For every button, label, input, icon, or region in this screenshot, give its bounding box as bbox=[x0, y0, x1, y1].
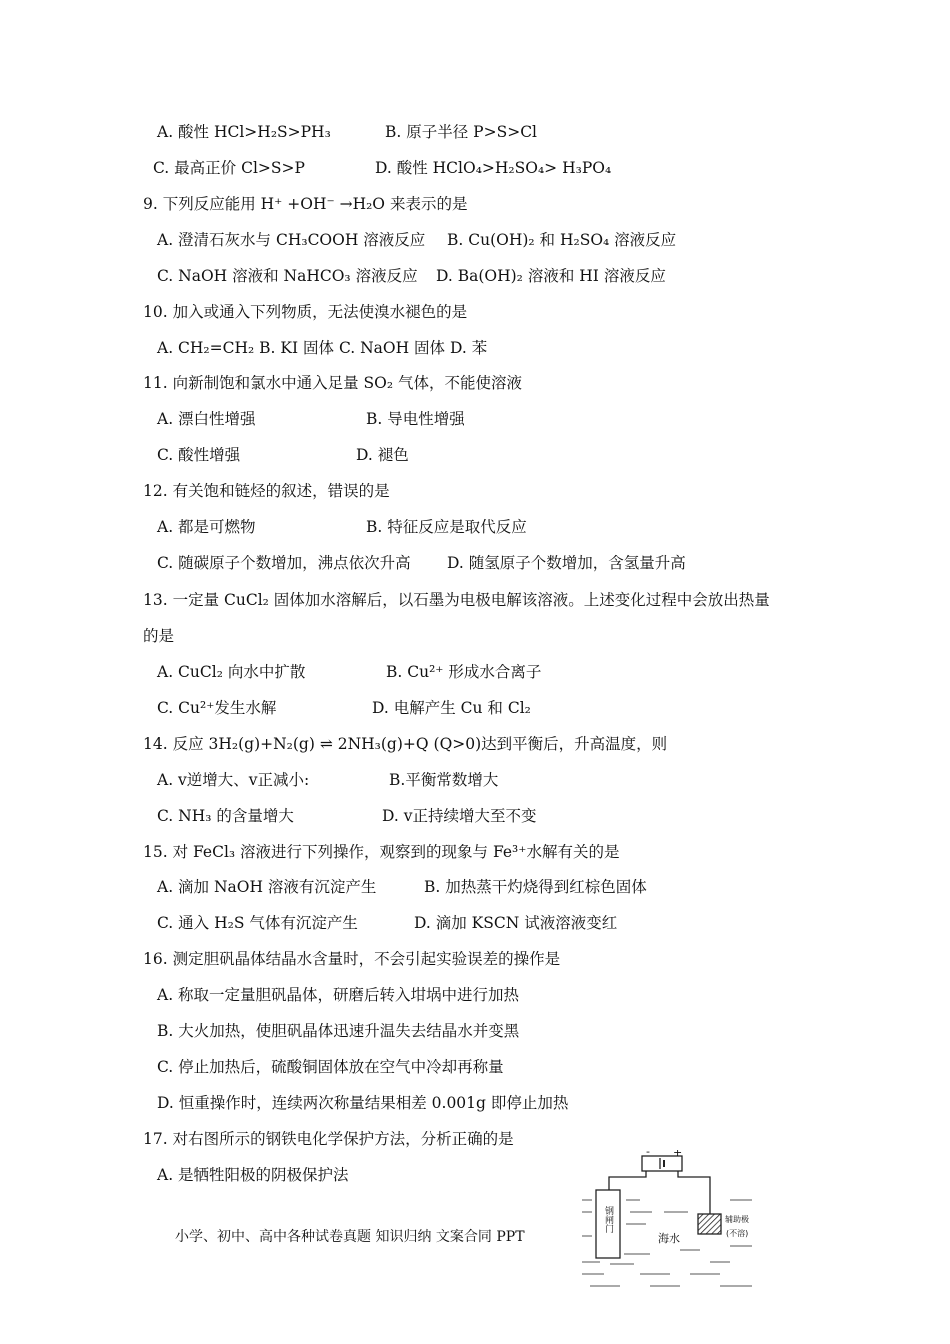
q10-stem: 10. 加入或通入下列物质，无法使溴水褪色的是 bbox=[143, 303, 468, 321]
q16-option-a: A. 称取一定量胆矾晶体，研磨后转入坩埚中进行加热 bbox=[157, 986, 520, 1004]
q9-option-d: D. Ba(OH)₂ 溶液和 HI 溶液反应 bbox=[436, 267, 666, 285]
q9-option-c: C. NaOH 溶液和 NaHCO₃ 溶液反应 bbox=[157, 267, 418, 285]
q14-option-c: C. NH₃ 的含量增大 bbox=[157, 807, 294, 825]
minus-terminal: - bbox=[646, 1150, 650, 1158]
q12-option-d: D. 随氢原子个数增加，含氢量升高 bbox=[447, 554, 686, 572]
q15-option-b: B. 加热蒸干灼烧得到红棕色固体 bbox=[424, 878, 647, 896]
q13-stem: 13. 一定量 CuCl₂ 固体加水溶解后，以石墨为电极电解该溶液。上述变化过程中会放出热量 bbox=[143, 591, 770, 609]
plus-terminal: + bbox=[673, 1150, 683, 1159]
insoluble-label: (不溶) bbox=[726, 1229, 749, 1238]
q15-option-d: D. 滴加 KSCN 试液溶液变红 bbox=[414, 914, 618, 932]
q13-option-b: B. Cu²⁺ 形成水合离子 bbox=[386, 663, 542, 681]
q16-option-b: B. 大火加热，使胆矾晶体迅速升温失去结晶水并变黑 bbox=[157, 1022, 520, 1040]
q14-option-b: B.平衡常数增大 bbox=[389, 771, 499, 789]
q11-option-b: B. 导电性增强 bbox=[366, 410, 465, 428]
q15-option-a: A. 滴加 NaOH 溶液有沉淀产生 bbox=[157, 878, 377, 896]
q17-stem: 17. 对右图所示的钢铁电化学保护方法，分析正确的是 bbox=[143, 1130, 514, 1148]
q12-option-a: A. 都是可燃物 bbox=[157, 518, 256, 536]
q13-option-c: C. Cu²⁺发生水解 bbox=[157, 699, 277, 717]
q12-stem: 12. 有关饱和链烃的叙述，错误的是 bbox=[143, 482, 390, 500]
q14-option-d: D. v正持续增大至不变 bbox=[382, 807, 537, 825]
q11-option-d: D. 褪色 bbox=[356, 446, 409, 464]
q17-option-a: A. 是牺牲阳极的阴极保护法 bbox=[157, 1166, 349, 1184]
q8-option-b: B. 原子半径 P>S>Cl bbox=[385, 123, 538, 141]
q11-option-c: C. 酸性增强 bbox=[157, 446, 241, 464]
q14-option-a: A. v逆增大、v正减小: bbox=[157, 771, 310, 789]
q9-option-b: B. Cu(OH)₂ 和 H₂SO₄ 溶液反应 bbox=[447, 231, 677, 249]
q13-option-d: D. 电解产生 Cu 和 Cl₂ bbox=[372, 699, 531, 717]
q11-stem: 11. 向新制饱和氯水中通入足量 SO₂ 气体，不能使溶液 bbox=[143, 374, 522, 392]
gate-label: 钢闸门 bbox=[603, 1206, 613, 1233]
q12-option-b: B. 特征反应是取代反应 bbox=[366, 518, 527, 536]
seawater-label: 海水 bbox=[658, 1232, 680, 1245]
q16-stem: 16. 测定胆矾晶体结晶水含量时，不会引起实验误差的操作是 bbox=[143, 950, 561, 968]
q13-option-a: A. CuCl₂ 向水中扩散 bbox=[157, 663, 306, 681]
q10-options: A. CH₂=CH₂ B. KI 固体 C. NaOH 固体 D. 苯 bbox=[157, 339, 488, 357]
electrochemical-protection-diagram bbox=[580, 1150, 760, 1294]
aux-electrode-label: 辅助极 bbox=[725, 1215, 749, 1224]
q15-option-c: C. 通入 H₂S 气体有沉淀产生 bbox=[157, 914, 358, 932]
q16-option-d: D. 恒重操作时，连续两次称量结果相差 0.001g 即停止加热 bbox=[157, 1094, 569, 1112]
auxiliary-electrode bbox=[698, 1214, 721, 1234]
q9-option-a: A. 澄清石灰水与 CH₃COOH 溶液反应 bbox=[157, 231, 426, 249]
page-footer: 小学、初中、高中各种试卷真题 知识归纳 文案合同 PPT bbox=[175, 1229, 525, 1245]
q12-option-c: C. 随碳原子个数增加，沸点依次升高 bbox=[157, 554, 411, 572]
q16-option-c: C. 停止加热后，硫酸铜固体放在空气中冷却再称量 bbox=[157, 1058, 504, 1076]
q8-option-a: A. 酸性 HCl>H₂S>PH₃ bbox=[157, 123, 331, 141]
q8-option-c: C. 最高正价 Cl>S>P bbox=[153, 159, 305, 177]
q13-stem-cont: 的是 bbox=[143, 627, 175, 645]
q9-stem: 9. 下列反应能用 H⁺ +OH⁻ →H₂O 来表示的是 bbox=[143, 195, 468, 213]
q14-stem: 14. 反应 3H₂(g)+N₂(g) ⇌ 2NH₃(g)+Q (Q>0)达到平衡后，升高温度，则 bbox=[143, 735, 668, 753]
q11-option-a: A. 漂白性增强 bbox=[157, 410, 256, 428]
q15-stem: 15. 对 FeCl₃ 溶液进行下列操作，观察到的现象与 Fe³⁺水解有关的是 bbox=[143, 843, 620, 861]
q8-option-d: D. 酸性 HClO₄>H₂SO₄> H₃PO₄ bbox=[375, 159, 612, 177]
